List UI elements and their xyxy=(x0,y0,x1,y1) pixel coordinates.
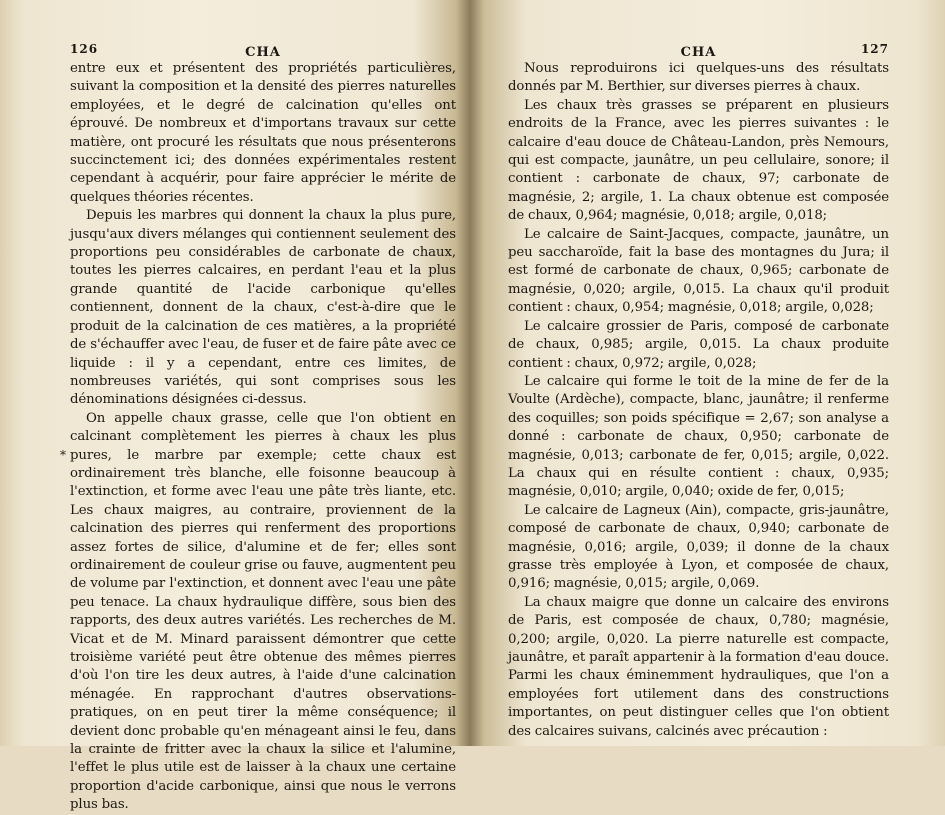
running-head: CHA xyxy=(680,45,717,60)
paragraph: Les chaux très grasses se préparent en plusieurs endroits de la France, avec les pierres suivantes : le calcaire d'eau douce de Château-Landon, près Nemours, qui est compacte, jaunâtre, un peu cellulaire, sonore; il contient : carbonate de chaux, 97; carbonate de magnésie, 2; argile, 1. La chaux obtenue est composée de chaux, 0,964; magnésie, 0,018; argile, 0,018; xyxy=(508,97,889,224)
left-page-header xyxy=(70,38,456,60)
margin-asterisk: * xyxy=(60,448,66,462)
right-page-text xyxy=(508,60,889,741)
paragraph: entre eux et présentent des propriétés particulières, suivant la composition et la densité des pierres naturelles employées, et le degré de calcination qu'elles ont éprouvé. De nombreux et d'importans travaux sur cette matière, ont procuré les résultats que nous présenterons succinctement ici; des données expérimentales restent cependant à acquérir, pour faire apprécier le mérite de quelques théories récentes. xyxy=(70,61,456,205)
paragraph: Depuis les marbres qui donnent la chaux la plus pure, jusqu'aux divers mélanges qui contiennent seulement des proportions peu considérables de carbonate de chaux, toutes les pierres calcaires, en perdant l'eau et la plus grande quantité de l'acide carbonique qu'elles contiennent, donnent de la chaux, c'est-à-dire que le produit de la calcination de ces matières, a la propriété de s'échauffer avec l'eau, de fuser et de faire pâte avec ce liquide : il y a cependant, entre ces limites, de nombreuses variétés, qui sont comprises sous les dénominations désignées ci-dessus. xyxy=(70,208,456,408)
page-number: 126 xyxy=(70,42,99,56)
paragraph: Nous reproduirons ici quelques-uns des résultats donnés par M. Berthier, sur diverses pierres à chaux. xyxy=(508,61,889,95)
paragraph: On appelle chaux grasse, celle que l'on obtient en calcinant complètement les pierres à chaux les plus pures, le marbre par exemple; cette chaux est ordinairement très blanche, elle foisonne beaucoup à l'extinction, et forme avec l'eau une pâte très liante, etc. Les chaux maigres, au contraire, proviennent de la calcination des pierres qui renferment des proportions assez fortes de silice, d'alumine et de fer; elles sont ordinairement de couleur grise ou fauve, augmentent peu de volume par l'extinction, et donnent avec l'eau une pâte peu tenace. La chaux hydraulique diffère, sous bien des rapports, des deux autres variétés. Les recherches de M. Vicat et de M. Minard paraissent démontrer que cette troisième variété peut être obtenue des mêmes pierres d'où l'on tire les deux autres, à l'aide d'une calcination ménagée. En rapprochant d'autres observations-pratiques, on en peut tirer la même conséquence; il devient donc probable qu'en ménageant ainsi le feu, dans la crainte de fritter avec la chaux la silice et l'alumine, l'effet le plus utile est de laisser à la chaux une certaine proportion d'acide carbonique, ainsi que nous le verrons plus bas. xyxy=(70,410,456,813)
paragraph: Le calcaire qui forme le toit de la mine de fer de la Voulte (Ardèche), compacte, blanc, jaunâtre; il renferme des coquilles; son poids spécifique = 2,67; son analyse a donné : carbonate de chaux, 0,950; carbonate de magnésie, 0,013; carbonate de fer, 0,015; argile, 0,022. La chaux qui en résulte contient : chaux, 0,935; magnésie, 0,010; argile, 0,040; oxide de fer, 0,015; xyxy=(508,373,889,500)
running-head: CHA xyxy=(245,45,281,60)
paragraph: La chaux maigre que donne un calcaire des environs de Paris, est composée de chaux, 0,780; magnésie, 0,200; argile, 0,020. La pierre naturelle est compacte, jaunâtre, et paraît appartenir à la formation d'eau douce. Parmi les chaux éminemment hydrauliques, que l'on a employées fort utilement dans des constructions importantes, on peut distinguer celles que l'on obtient des calcaires suivans, calcinés avec précaution : xyxy=(508,594,889,739)
paragraph: Le calcaire grossier de Paris, composé de carbonate de chaux, 0,985; argile, 0,015. La chaux produite contient : chaux, 0,972; argile, 0,028; xyxy=(508,318,889,371)
paragraph: Le calcaire de Lagneux (Ain), compacte, gris-jaunâtre, composé de carbonate de chaux, 0,940; carbonate de magnésie, 0,016; argile, 0,039; il donne de la chaux grasse très employée à Lyon, et composée de chaux, 0,916; magnésie, 0,015; argile, 0,069. xyxy=(508,502,889,592)
left-page xyxy=(0,0,470,813)
left-page-text xyxy=(70,60,456,815)
right-page-header xyxy=(508,38,889,60)
page-number: 127 xyxy=(860,42,889,56)
right-page xyxy=(470,0,945,746)
paragraph: Le calcaire de Saint-Jacques, compacte, jaunâtre, un peu saccharoïde, fait la base des montagnes du Jura; il est formé de carbonate de chaux, 0,965; carbonate de magnésie, 0,020; argile, 0,015. La chaux qu'il produit contient : chaux, 0,954; magnésie, 0,018; argile, 0,028; xyxy=(508,226,889,316)
